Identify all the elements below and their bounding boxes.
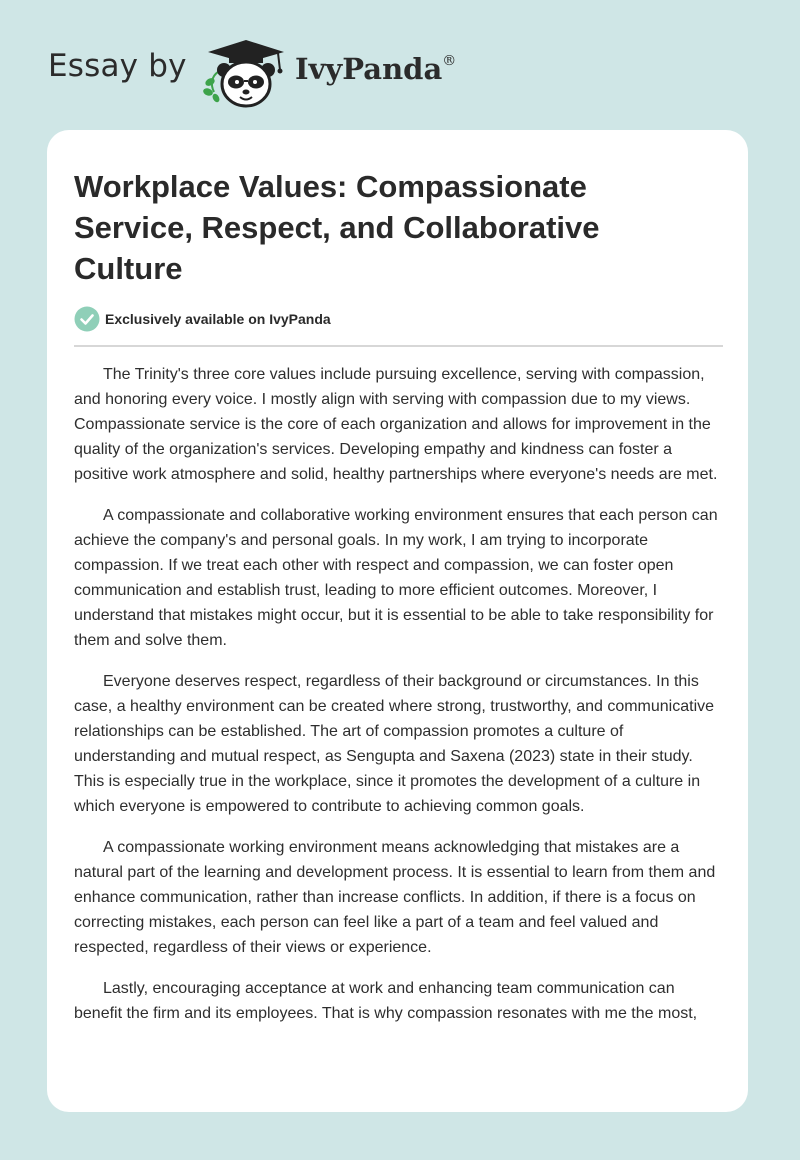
exclusive-badge: [74, 306, 331, 332]
essay-body: [74, 362, 724, 1042]
check-circle-icon: [74, 306, 100, 332]
essay-paragraph: A compassionate working environment means acknowledging that mistakes are a natural part of the learning and development process. It is essential to learn from them and enhance communication, rather than increase conflicts. In addition, if there is a focus on correcting mistakes, each person can feel like a part of a team and feel valued and respected, regardless of their views or experience.: [74, 839, 716, 956]
essay-paragraph: Everyone deserves respect, regardless of their background or circumstances. In this case, a healthy environment can be created where strong, trustworthy, and communicative relationships can be established. The art of compassion promotes a culture of understanding and mutual respect, as Sengupta and Saxena (2023) state in their study. This is especially true in the workplace, since it promotes the development of a culture in which everyone is empowered to contribute to achieving common goals.: [74, 673, 715, 815]
essay-paragraph: Lastly, encouraging acceptance at work and enhancing team communication can benefit the firm and its employees. That is why compassion resonates with me the most,: [74, 980, 698, 1022]
site-header: [0, 0, 800, 130]
essay-paragraph: The Trinity's three core values include pursuing excellence, serving with compassion, and honoring every voice. I mostly align with serving with compassion due to my views. Compassionate service is the core of each organization and allows for improvement in the quality of the organization's services. Developing empathy and kindness can foster a positive work atmosphere and solid, healthy partnerships where everyone's needs are met.: [74, 366, 718, 483]
brand-name: IvyPanda: [295, 52, 443, 86]
essay-paragraph: A compassionate and collaborative working environment ensures that each person can achieve the company's and personal goals. In my work, I am trying to incorporate compassion. If we treat each other with respect and compassion, we can foster open communication and establish trust, leading to more efficient outcomes. Moreover, I understand that mistakes might occur, but it is essential to be able to take responsibility for them and solve them.: [74, 507, 718, 649]
essay-card: [47, 130, 748, 1112]
panda-graduate-icon[interactable]: [200, 36, 292, 110]
title-divider: [74, 345, 723, 347]
registered-mark: ®: [442, 53, 457, 69]
essay-by-label: Essay by: [48, 48, 187, 84]
essay-title: Workplace Values: Compassionate Service, Respect, and Collaborative Culture: [74, 169, 600, 286]
exclusive-badge-text: Exclusively available on IvyPanda: [105, 311, 331, 327]
brand-logo-text[interactable]: [295, 52, 456, 86]
